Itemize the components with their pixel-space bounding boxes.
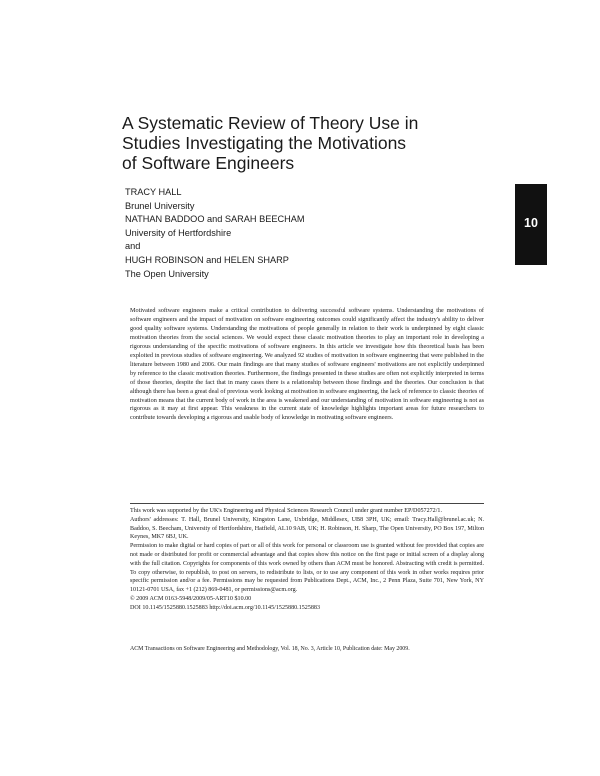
paper-title (122, 113, 482, 173)
title-line: A Systematic Review of Theory Use in (122, 113, 419, 133)
article-number: 10 (524, 216, 538, 230)
author-affiliation: University of Hertfordshire (125, 227, 232, 238)
running-footer: ACM Transactions on Software Engineering and Methodology, Vol. 18, No. 3, Article 10, Publication date: May 2009. (130, 646, 410, 652)
footnote-divider (130, 503, 484, 504)
permission-notice: Permission to make digital or hard copies of part or all of this work for personal or classroom use is granted without fee provided that copies are not made or distributed for profit or commercial advantage and that copies show this notice on the first page or initial screen of a display along with the full citation. Copyrights for components of this work owned by others than ACM must be honored. Abstracting with credit is permitted. To copy otherwise, to republish, to post on servers, to redistribute to lists, or to use any component of this work in other works requires prior specific permission and/or a fee. Permissions may be requested from Publications Dept., ACM, Inc., 2 Penn Plaza, Suite 701, New York, NY 10121-0701 USA, fax +1 (212) 869-0481, or permissions@acm.org. (130, 543, 484, 594)
author-name: NATHAN BADDOO and SARAH BEECHAM (125, 214, 305, 225)
author-name: HUGH ROBINSON and HELEN SHARP (125, 254, 289, 265)
title-line: of Software Engineers (122, 153, 295, 173)
author-name: TRACY HALL (125, 187, 182, 197)
funding-note: This work was supported by the UK's Engineering and Physical Sciences Research Council under grant number EP/D057272/1. (130, 508, 442, 514)
abstract: Motivated software engineers make a critical contribution to delivering successful software systems. Understanding the motivations of software engineers and the impact of motivation on software engineering outcomes could significantly affect the industry's ability to deliver good quality software systems. Understanding the motivations of people generally in relation to their work is underpinned by eight classic motivation theories from the social sciences. We would expect these classic motivation theories to play an important role in developing a rigorous understanding of the specific motivations of software engineers. In this article we investigate how this theoretical basis has been exploited in previous studies of software engineering. We analyzed 92 studies of motivation in software engineering that were published in the literature between 1980 and 2006. Our main findings are that many studies of software engineers' motivations are not explicitly underpinned by reference to the classic motivation theories. Furthermore, the findings presented in these studies are often not explicitly interpreted in terms of those theories, despite the fact that in many cases there is a relationship between those findings and the theories. Our conclusion is that although there has been a great deal of previous work looking at motivation in software engineering, the lack of reference to classic theories of motivation means that the current body of work in the area is weakened and our understanding of motivation in software engineering is not as rigorous as it may at first appear. This weakness in the current state of knowledge highlights important areas for future researchers to contribute towards developing a rigorous and usable body of knowledge in motivating software engineers. (130, 307, 484, 422)
author-addresses: Authors' addresses: T. Hall, Brunel University, Kingston Lane, Uxbridge, Middlesex, UB8 3PH, UK; email: Tracy.Hall@brunel.ac.uk; N. Baddoo, S. Beecham, University of Hertfordshire, Hatfield, AL10 9AB, UK; H. Robinson, H. Sharp, The Open University, PO Box 197, Milton Keynes, MK7 6BJ, UK. (130, 516, 484, 541)
author-affiliation: The Open University (125, 268, 209, 279)
article-number-tab (515, 184, 547, 265)
copyright-line: © 2009 ACM 0163-5948/2009/05-ART10 $10.00 (130, 595, 252, 602)
author-block (125, 186, 465, 281)
author-affiliation: Brunel University (125, 200, 195, 211)
author-conjunction: and (125, 241, 141, 252)
doi-line: DOI 10.1145/1525880.1525883 http://doi.acm.org/10.1145/1525880.1525883 (130, 604, 321, 611)
footnotes (130, 507, 484, 613)
title-line: Studies Investigating the Motivations (122, 133, 407, 153)
